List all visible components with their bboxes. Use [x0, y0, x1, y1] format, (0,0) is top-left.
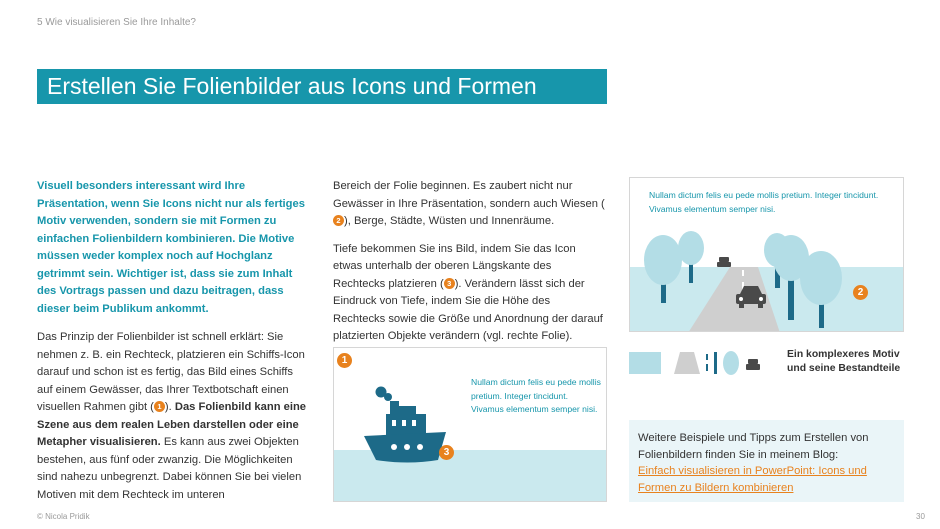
component-trapezoid: [674, 352, 700, 374]
info-text: Weitere Beispiele und Tipps zum Erstellen von Folienbildern finden Sie in meinem Blog:: [638, 432, 869, 461]
bold-text-segment: Das Folienbild kann eine Szene aus dem realen Leben darstellen oder eine Metapher visualisieren.: [37, 401, 307, 448]
continuation-paragraph: [333, 178, 605, 231]
slide-placeholder-text: Nullam dictum felis eu pede mollis pretium. Integer tincidunt. Vivamus elementum semper nisi.: [471, 377, 601, 414]
principle-paragraph: [37, 329, 309, 504]
component-crown: [723, 351, 739, 375]
depth-paragraph: [333, 241, 605, 346]
text-segment: ).: [164, 401, 175, 413]
motif-components: [629, 350, 779, 377]
text-column-left: [37, 178, 309, 514]
title-bar: [37, 69, 607, 104]
footer-copyright: © Nicola Pridik: [37, 512, 90, 521]
blog-info-box: [629, 420, 904, 502]
intro-paragraph: Visuell besonders interessant wird Ihre Präsentation, wenn Sie Icons nicht nur als fertiges Motiv verwenden, sondern sie mit Formen zu einfachen Folienbildern kombinieren. Die Motive müssen weder komplex noch auf Hochglanz getrimmt sein. Wichtiger ist, dass sie zum Inhalt des Vortrags passen und dazu beitragen, dass dieser beim Publikum ankommt.: [37, 180, 305, 315]
page-title: Erstellen Sie Folienbilder aus Icons und Formen: [47, 73, 537, 99]
slide-placeholder-text: Nullam dictum felis eu pede mollis pretium. Integer tincidunt. Vivamus elementum semper nisi.: [649, 190, 879, 214]
components-caption: Ein komplexeres Motiv und seine Bestandteile: [787, 349, 901, 374]
component-marking: [706, 354, 708, 360]
marker-badge-2: 2: [333, 215, 344, 226]
component-car-icon: [746, 359, 760, 370]
text-column-middle: [333, 178, 605, 356]
slide-preview-road: [629, 177, 904, 332]
chapter-header: 5 Wie visualisieren Sie Ihre Inhalte?: [37, 17, 196, 28]
text-segment: ). Verändern lässt sich der Eindruck von Tiefe, indem Sie die Höhe des Rechtecks sowie die Größe und Anordnung der darauf platzierten Objekte verändern (vgl. rechte Folie).: [333, 277, 603, 342]
text-segment: Das Prinzip der Folienbilder ist schnell erklärt: Sie nehmen z. B. ein Rechteck, platzieren ein Schiffs-Icon darauf und schon ist es fertig, das Bild eines Schiffs auf einem Gewässer, das Ihrer Textbotschaft einen visuellen Rahmen gibt (: [37, 331, 305, 413]
slide-preview-ship: [333, 347, 607, 502]
slide-marker-1: 1: [337, 353, 352, 368]
component-trunk: [714, 352, 717, 374]
slide-marker-2: 2: [853, 285, 868, 300]
car-icon-small: [717, 257, 731, 267]
text-segment: Tiefe bekommen Sie ins Bild, indem Sie das Icon etwas unterhalb der oberen Längskante des Rechtecks platzieren (: [333, 242, 576, 290]
text-segment: Es kann aus zwei Objekten bestehen, aus fünf oder zwanzig. Die Möglichkeiten sind nahezu unbegrenzt. Dabei können Sie bei vielen Motiven mit dem Rechteck im unteren: [37, 436, 302, 501]
marker-badge-1: 1: [154, 401, 165, 412]
component-rectangle: [629, 352, 661, 374]
text-segment: ), Berge, Städte, Wüsten und Innenräume.: [344, 215, 555, 227]
blog-link[interactable]: Einfach visualisieren in PowerPoint: Icons und Formen zu Bildern kombinieren: [638, 465, 867, 494]
ship-illustration: [334, 348, 607, 502]
slide-marker-3: 3: [439, 445, 454, 460]
page-number: 30: [916, 512, 925, 521]
marker-badge-3: 3: [444, 278, 455, 289]
text-segment: Bereich der Folie beginnen. Es zaubert nicht nur Gewässer in Ihre Präsentation, sondern auch Wiesen (: [333, 180, 605, 210]
